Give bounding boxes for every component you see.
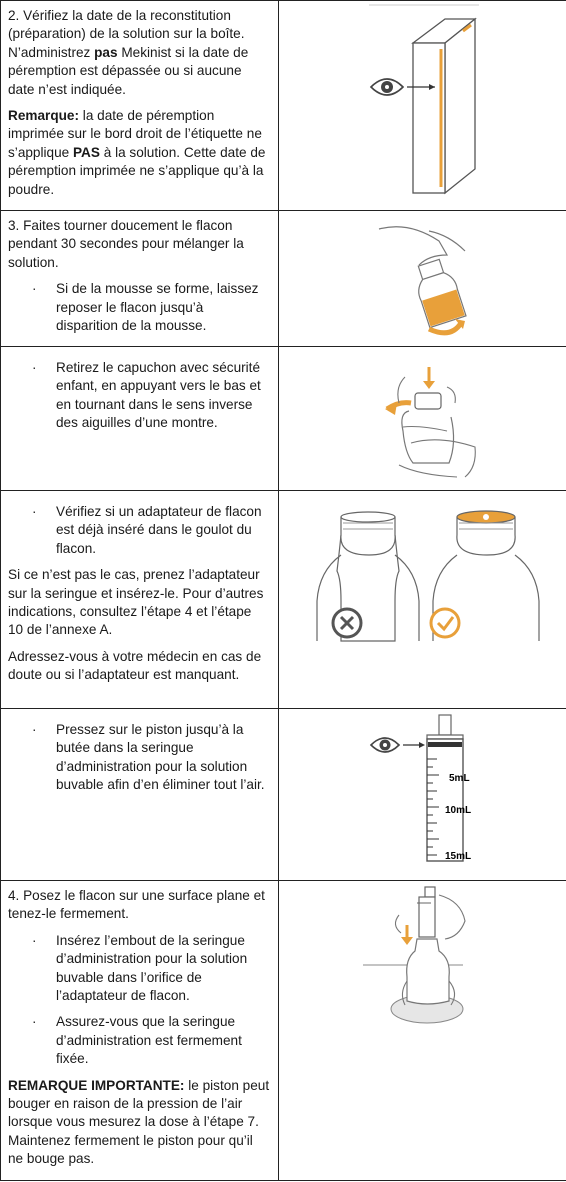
- step-2-text-cell: [1, 1, 279, 211]
- cap-removal-illustration: [279, 347, 566, 489]
- bullet-dot: ·: [32, 360, 37, 375]
- bullet-dot: ·: [32, 281, 37, 297]
- piston-bullet: [8, 721, 270, 795]
- adapter-paragraph-2: Adressez-vous à votre médecin en cas de doute ou si l’adaptateur est manquant.: [8, 648, 262, 683]
- step-4-bullet-2: [8, 1013, 270, 1068]
- step-4-bullet-1-text: Insérez l’embout de la seringue d’administration pour la solution buvable dans l’orifice de l’adaptateur de flacon.: [56, 932, 248, 1004]
- swirl-illustration-cell: [279, 211, 566, 347]
- cap-bullet-text: Retirez le capuchon avec sécurité enfant, en appuyant vers le bas et en tournant dans le sens inverse des aiguilles d’une montre.: [56, 360, 261, 431]
- row-step-4: [1, 881, 566, 1181]
- cap-illustration-cell: [279, 347, 566, 491]
- step-3-intro: 3. Faites tourner doucement le flacon pendant 30 secondes pour mélanger la solution.: [8, 218, 244, 270]
- row-step-3: [1, 211, 566, 347]
- step-2-bold: pas: [94, 44, 118, 60]
- step-4-intro: 4. Posez le flacon sur une surface plane et tenez-le fermement.: [8, 888, 265, 922]
- bullet-dot: ·: [32, 722, 37, 737]
- important-note: [8, 1077, 270, 1169]
- insert-syringe-illustration: [279, 881, 566, 1179]
- row-cap: [1, 347, 566, 491]
- important-note-label: REMARQUE IMPORTANTE:: [8, 1077, 185, 1093]
- insert-syringe-illustration-cell: [279, 881, 566, 1181]
- syringe-eye-illustration: [279, 709, 566, 879]
- adapter-text-cell: [1, 491, 279, 709]
- remark-paragraph: [8, 107, 270, 199]
- step-3-bullet: [8, 280, 270, 335]
- swirl-bottle-illustration: [279, 211, 566, 345]
- box-illustration-cell: [279, 1, 566, 211]
- piston-text-cell: [1, 709, 279, 881]
- syringe-illustration-cell: [279, 709, 566, 881]
- step-3-text-cell: [1, 211, 279, 347]
- step-4-text-cell: [1, 881, 279, 1181]
- adapter-bullet: [8, 503, 270, 558]
- adapter-check-illustration: [279, 491, 566, 707]
- bullet-dot: ·: [32, 1014, 37, 1030]
- step-2-text-a: 2. Vérifiez la date de la reconstitution (préparation) de la solution sur la boîte. N’administrez: [8, 8, 245, 60]
- bullet-dot: ·: [32, 932, 37, 948]
- step-4-bullet-2-text: Assurez-vous que la seringue d’administration est fermement fixée.: [56, 1014, 242, 1067]
- step-2-text-b: Mekinist si la date de péremption est dépassée ou si aucune date n’est indiquée.: [8, 44, 249, 97]
- row-step-2: [1, 1, 566, 211]
- syringe-label-15ml: 15mL: [445, 851, 472, 862]
- remark-bold: PAS: [73, 144, 100, 160]
- piston-bullet-text: Pressez sur le piston jusqu’à la butée dans la seringue d’administration pour la solution buvable afin d’en éliminer tout l’air.: [56, 722, 265, 793]
- remark-label: Remarque:: [8, 108, 80, 124]
- syringe-label-5ml: 5mL: [449, 773, 470, 784]
- adapter-bullet-text: Vérifiez si un adaptateur de flacon est déjà inséré dans le goulot du flacon.: [56, 504, 262, 556]
- cap-bullet: [8, 359, 270, 433]
- row-adapter: [1, 491, 566, 709]
- box-eye-illustration: [279, 1, 566, 209]
- remark-text-b: à la solution. Cette date de péremption imprimée ne s’applique qu’à la poudre.: [8, 144, 266, 197]
- adapter-illustration-cell: [279, 491, 566, 709]
- important-note-text: le piston peut bouger en raison de la pression de l’air lorsque vous mesurez la dose à l’étape 7. Maintenez fermement le piston pour qu’il ne bouge pas.: [8, 1077, 270, 1167]
- step-4-bullet-1: [8, 932, 270, 1006]
- adapter-paragraph-1: Si ce n’est pas le cas, prenez l’adaptateur sur la seringue et insérez-le. Pour d’autres indications, consultez l’étape 4 et l’étape 10 de l’annexe A.: [8, 567, 264, 638]
- row-piston: [1, 709, 566, 881]
- step-2-paragraph: [8, 7, 270, 99]
- remark-text-a: la date de péremption imprimée sur le bord droit de l’étiquette ne s’applique: [8, 108, 262, 160]
- bullet-dot: ·: [32, 504, 37, 519]
- step-3-bullet-text: Si de la mousse se forme, laissez reposer le flacon jusqu’à disparition de la mousse.: [56, 281, 259, 334]
- cap-text-cell: [1, 347, 279, 491]
- syringe-label-10ml: 10mL: [445, 805, 472, 816]
